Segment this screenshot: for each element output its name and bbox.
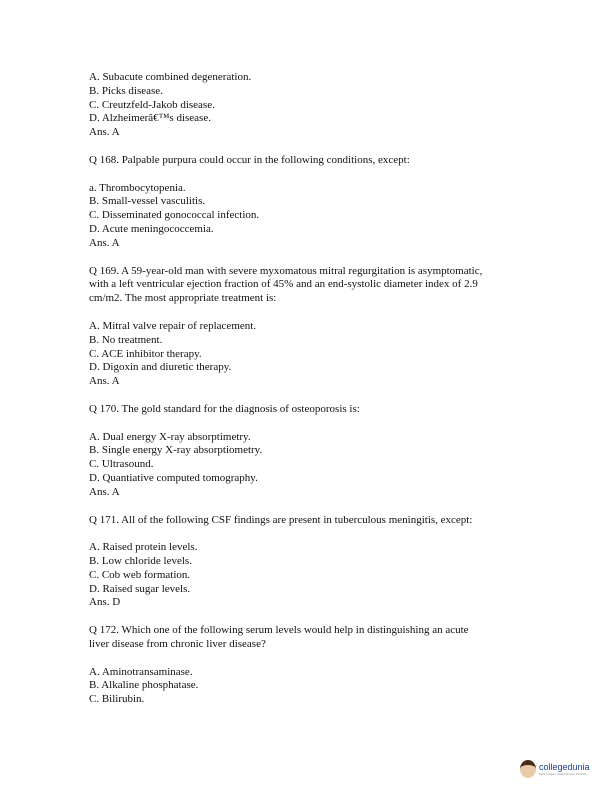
logo-name: collegedunia [539,761,590,772]
text-line: C. Disseminated gonococcal infection. [89,209,260,222]
text-line: C. Cob web formation. [89,568,191,581]
text-line: C. Ultrasound. [89,458,154,471]
text-line: D. Digoxin and diuretic therapy. [89,361,232,374]
blank-line [89,306,529,320]
text-line: A. Dual energy X-ray absorptimetry. [89,430,251,443]
text-line: A. Subacute combined degeneration. [89,71,252,83]
text-line: D. Alzheimerâ€™s disease. [89,112,211,125]
text-line: Q 168. Palpable purpura could occur in the following conditions, except: [89,153,410,166]
mascot-icon [520,760,536,778]
text-line: Ans. A [89,126,120,139]
text-line: Q 170. The gold standard for the diagnosis of osteoporosis is: [89,402,360,415]
blank-line [89,610,529,624]
collegedunia-logo [520,760,590,778]
text-line: Ans. A [89,485,120,498]
text-line: Q 171. All of the following CSF findings are present in tuberculous meningitis, except: [89,513,473,526]
text-line: with a left ventricular ejection fraction of 45% and an end-systolic diameter index of 2.9 [89,278,478,291]
text-line: Q 172. Which one of the following serum levels would help in distinguishing an acute [89,624,469,637]
text-line: B. No treatment. [89,333,163,346]
text-line: D. Quantiative computed tomography. [89,472,258,485]
text-line: C. ACE inhibitor therapy. [89,347,202,360]
blank-line [89,389,529,403]
text-line: Ans. D [89,596,121,609]
text-line: B. Low chloride levels. [89,554,192,567]
text-line: C. Bilirubin. [89,693,145,706]
document-body [89,71,529,707]
text-line: cm/m2. The most appropriate treatment is: [89,292,277,305]
text-line: a. Thrombocytopenia. [89,181,186,194]
logo-tagline: India's largest Student Review Platform [539,771,587,776]
text-line: liver disease from chronic liver disease? [89,637,266,650]
text-line: A. Raised protein levels. [89,541,198,554]
text-line: B. Small-vessel vasculitis. [89,195,206,208]
blank-line [89,527,529,541]
blank-line [89,652,529,666]
blank-line [89,500,529,514]
blank-line [89,140,529,154]
text-line: B. Alkaline phosphatase. [89,679,199,692]
text-line: Q 169. A 59-year-old man with severe myxomatous mitral regurgitation is asymptomatic, [89,264,483,277]
text-line: B. Single energy X-ray absorptiometry. [89,444,263,457]
blank-line [89,251,529,265]
text-line: C. Creutzfeld-Jakob disease. [89,98,215,111]
text-line: D. Acute meningococcemia. [89,223,214,236]
text-line: Ans. A [89,236,120,249]
text-line: D. Raised sugar levels. [89,582,191,595]
text-line: Ans. A [89,375,120,388]
text-line: B. Picks disease. [89,84,163,97]
text-line: A. Aminotransaminase. [89,665,193,678]
blank-line [89,168,529,182]
blank-line [89,417,529,431]
text-line: A. Mitral valve repair of replacement. [89,319,257,332]
